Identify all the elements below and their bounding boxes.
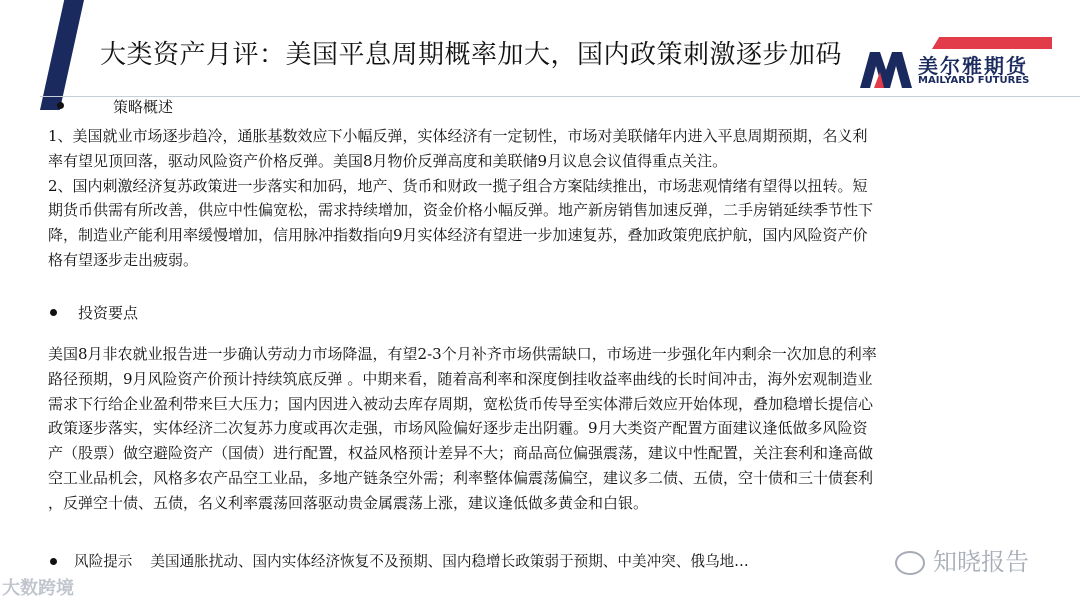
watermark-left: 大数跨境 [2,578,74,599]
investment-line: 空工业品机会，风格多农产品空工业品，多地产链条空外需；利率整体偏震荡偏空，建议多二债、五债，空十债和三十债套利 [48,468,874,487]
bullet-strategy [57,102,64,109]
section-heading-strategy: 策略概述 [113,98,174,116]
header-accent-slash [40,0,84,110]
logo-company-english: MAILYARD FUTURES [918,75,1030,86]
section-heading-investment: 投资要点 [78,304,139,322]
strategy-line: 率有望见顶回落，驱动风险资产价格反弹。美国8月物价反弹高度和美联储9月议息会议值得重点关注。 [48,151,728,170]
logo-company-name: 美尔雅期货 [918,54,1028,78]
investment-line: 需求下行给企业盈利带来巨大压力；国内因进入被动去库存周期，宽松货币传导至实体滞后效应开始体现，叠加稳增长提信心 [48,394,874,413]
strategy-line: 降，制造业产能利用率缓慢增加，信用脉冲指数指向9月实体经济有望进一步加速复苏，叠加政策兜底护航，国内风险资产价 [48,226,868,245]
strategy-line: 期货币供需有所改善，供应中性偏宽松，需求持续增加，资金价格小幅反弹。地产新房销售加速反弹，二手房销延续季节性下 [48,201,874,220]
risk-text: 美国通胀扰动、国内实体经济恢复不及预期、国内稳增长政策弱于预期、中美冲突、俄乌地… [150,553,749,570]
investment-line: 美国8月非农就业报告进一步确认劳动力市场降温，有望2-3个月补齐市场供需缺口，市场进一步强化年内剩余一次加息的利率 [48,345,877,363]
strategy-line: 格有望逐步走出疲弱。 [48,250,199,269]
logo-red-bar [932,37,1052,49]
investment-paragraph [48,342,1058,516]
wechat-icon [895,551,925,575]
bullet-investment [50,309,57,316]
header-divider [40,96,1080,97]
strategy-paragraph [48,124,1058,273]
strategy-line: 1、美国就业市场逐步趋冷，通胀基数效应下小幅反弹，实体经济有一定韧性，市场对美联储年内进入平息周期预期，名义利 [48,127,868,145]
risk-row [48,550,749,571]
investment-line: 政策逐步落实，实体经济二次复苏力度或再次走强，市场风险偏好逐步走出阴霾。9月大类资产配置方面建议逢低做多风险资 [48,419,868,438]
company-logo-icon [860,52,912,88]
investment-line: ，反弹空十债、五债，名义利率震荡回落驱动贵金属震荡上涨，建议逢低做多黄金和白银。 [48,493,649,512]
strategy-line: 2、国内刺激经济复苏政策进一步落实和加码，地产、货币和财政一揽子组合方案陆续推出，市场悲观情绪有望得以扭转。短 [48,176,868,195]
investment-line: 路径预期，9月风险资产价预计持续筑底反弹 。中期来看，随着高利率和深度倒挂收益率曲线的长时间冲击，海外宏观制造业 [48,369,873,388]
investment-line: 产（股票）做空避险资产（国债）进行配置，权益风格预计差异不大；商品高位偏强震荡，建议中性配置，关注套利和逢高做 [48,444,874,463]
watermark-right [895,542,1029,577]
page-title: 大类资产月评：美国平息周期概率加大，国内政策刺激逐步加码 [100,40,843,70]
watermark-right-text: 知晓报告 [933,548,1029,576]
risk-label: 风险提示 [74,553,133,570]
